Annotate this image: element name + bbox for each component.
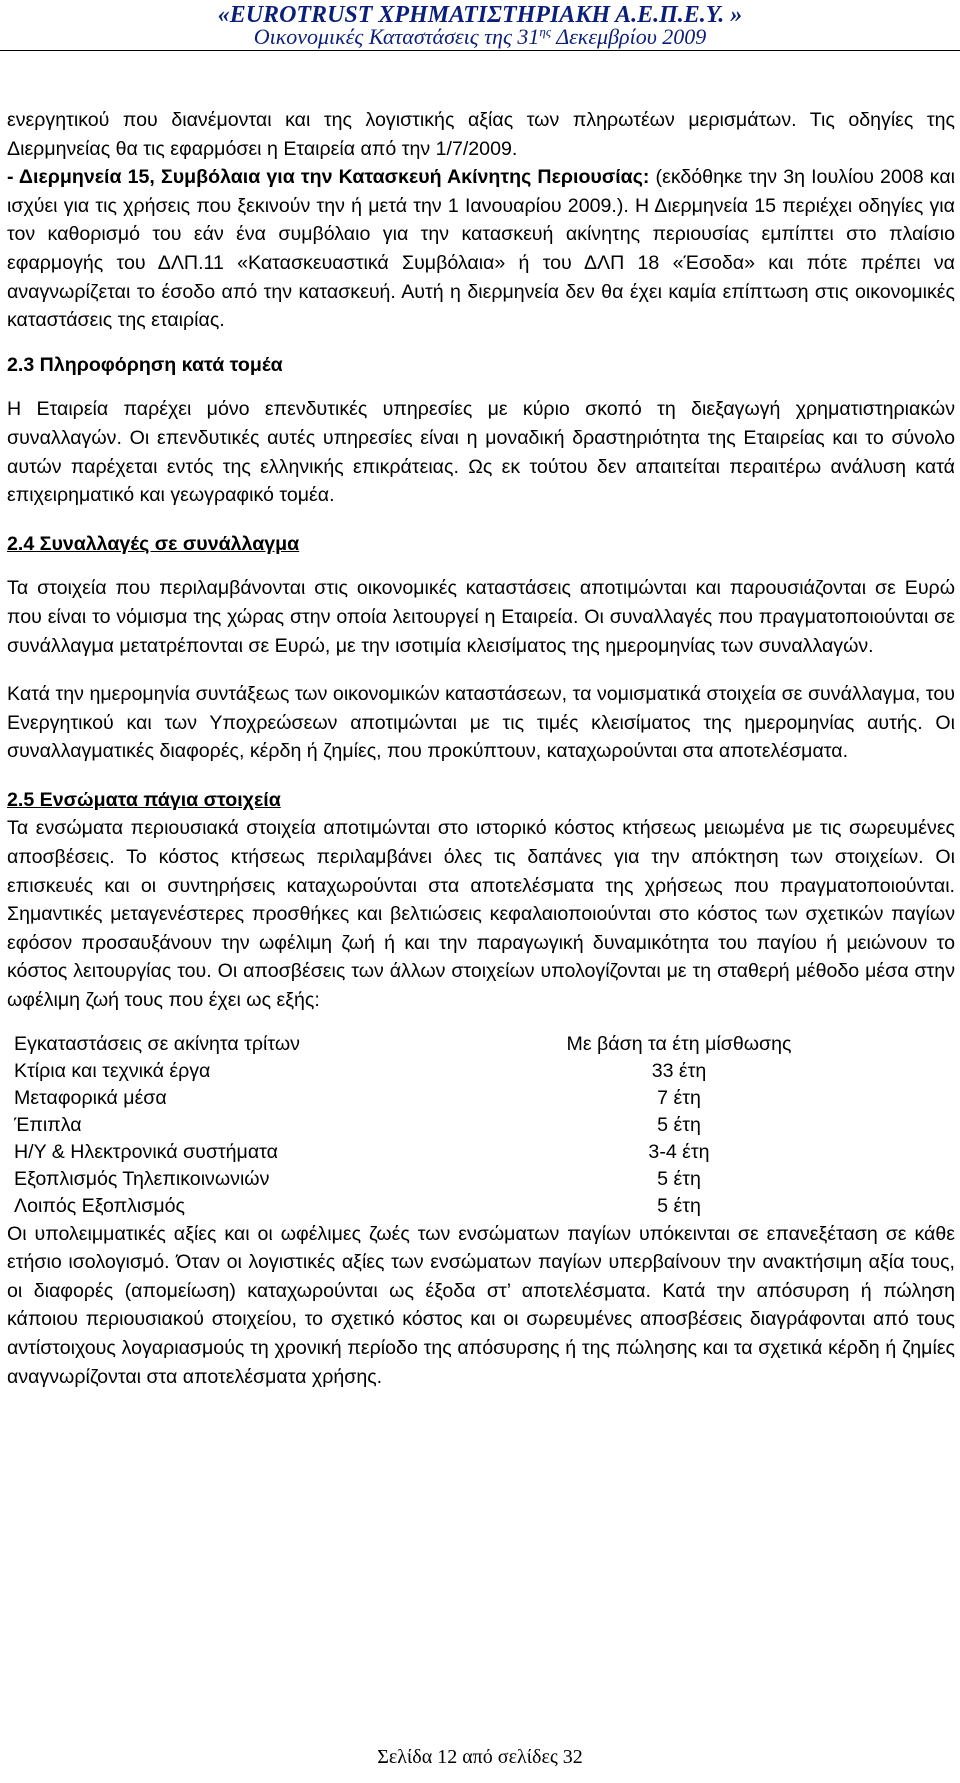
table-row: Εξοπλισμός Τηλεπικοινωνιών 5 έτη (14, 1167, 701, 1190)
table-row: Η/Υ & Ηλεκτρονικά συστήματα 3-4 έτη (14, 1140, 710, 1163)
table-row: Λοιπός Εξοπλισμός 5 έτη (14, 1194, 701, 1217)
table-row: Κτίρια και τεχνικά έργα 33 έτη (14, 1059, 707, 1082)
table-row: Έπιπλα 5 έτη (14, 1113, 701, 1136)
section-heading-2-5: 2.5 Ενσώματα πάγια στοιχεία (7, 788, 281, 811)
company-title: «EUROTRUST ΧΡΗΜΑΤΙΣΤΗΡΙΑΚΗ Α.Ε.Π.Ε.Υ. » (217, 2, 743, 28)
segment-paragraph: Η Εταιρεία παρέχει μόνο επενδυτικές υπηρεσίες με κύριο σκοπό τη διεξαγωγή χρηματιστηριακών συναλλαγών. Οι επενδυτικές αυτές υπηρεσίες είναι η μοναδική δραστηριότητα της Εταιρείας και το σύνολο αυτών παρέχεται εντός της ελληνικής επικράτειας. Ως εκ τούτου δεν απαιτείται περαιτέρω ανάλυση κατά επιχειρηματικό και γεωγραφικό τομέα. (7, 398, 955, 507)
intro-paragraph: ενεργητικού που διανέμονται και της λογιστικής αξίας των πληρωτέων μερισμάτων. Τις οδηγίες της Διερμηνείας θα τις εφαρμόσει η Εταιρεία από την 1/7/2009. - Διερμηνεία 15, Συμβόλαια για την Κατασκευή Ακίνητης Περιουσίας: (εκδόθηκε την 3η Ιουλίου 2008 και ισχύει για τις χρήσεις που ξεκινούν την ή μετά την 1 Ιανουαρίου 2009.). Η Διερμηνεία 15 περιέχει οδηγίες για τον καθορισμό του εάν ένα συμβόλαιο για την κατασκευή ακίνητης περιουσίας εμπίπτει στο πλαίσιο εφαρμογής του ΔΛΠ.11 «Κατασκευαστικά Συμβόλαια» ή του ΔΛΠ 18 «Έσοδα» και πότε πρέπει να αναγνωρίζεται το έσοδο από την κατασκευή. Αυτή η διερμηνεία δεν θα έχει καμία επίπτωση στις οικονομικές καταστάσεις της εταιρίας. (7, 109, 955, 332)
fx-paragraph-1: Τα στοιχεία που περιλαμβάνονται στις οικονομικές καταστάσεις αποτιμώνται και παρουσιάζονται σε Ευρώ που είναι το νόμισμα της χώρας στην οποία λειτουργεί η Εταιρεία. Οι συναλλαγές που πραγματοποιούνται σε συνάλλαγμα μετατρέπονται σε Ευρώ, με την ισοτιμία κλεισίματος της ημερομηνίας των συναλλαγών. (7, 577, 955, 657)
section-heading-2-4: 2.4 Συναλλαγές σε συνάλλαγμα (7, 532, 300, 555)
table-row: Εγκαταστάσεις σε ακίνητα τρίτων Με βάση τα έτη μίσθωσης (14, 1032, 792, 1055)
fixed-assets-paragraph-2: Οι υπολειμματικές αξίες και οι ωφέλιμες ζωές των ενσώματων παγίων υπόκεινται σε επανεξέταση σε κάθε ετήσιο ισολογισμό. Όταν οι λογιστικές αξίες των ενσώματων παγίων υπερβαίνουν την ανακτήσιμη αξία τους, οι διαφορές (απομείωση) καταχωρούνται ως έξοδα στ’ αποτελέσματα. Κατά την απόσυρση ή πώληση κάποιου περιουσιακού στοιχείου, το σχετικό κόστος και οι σωρευμένες αποσβέσεις διαγράφονται από τους αντίστοιχους λογαριασμούς τη χρονική περίοδο της απόσυρσης ή της πώλησης και τα σχετικά κέρδη ή ζημίες αναγνωρίζονται στα αποτελέσματα χρήσης. (7, 1222, 955, 1388)
useful-life-table (14, 1031, 844, 1220)
header-rule (0, 50, 960, 51)
page-number: Σελίδα 12 από σελίδες 32 (377, 1746, 583, 1768)
section-heading-2-3: 2.3 Πληροφόρηση κατά τομέα (7, 353, 283, 376)
interpretation-15-text: (εκδόθηκε την 3η Ιουλίου 2008 και ισχύει για τις χρήσεις που ξεκινούν την ή μετά την 1 Ιανουαρίου 2009.). Η Διερμηνεία 15 περιέχει οδηγίες για τον καθορισμό του εάν ένα συμβόλαιο για την κατασκευή ακίνητης περιουσίας εμπίπτει στο πλαίσιο εφαρμογής του ΔΛΠ.11 «Κατασκευαστικά Συμβόλαια» ή του ΔΛΠ 18 «Έσοδα» και πότε πρέπει να αναγνωρίζεται το έσοδο από την κατασκευή. Αυτή η διερμηνεία δεν θα έχει καμία επίπτωση στις οικονομικές καταστάσεις της εταιρίας. (7, 166, 955, 332)
statements-subtitle: Οικονομικές Καταστάσεις της $31^{\eta\varsigma}$ Δεκεμβρίου 2009 (253, 24, 707, 49)
fx-paragraph-2: Κατά την ημερομηνία συντάξεως των οικονομικών καταστάσεων, τα νομισματικά στοιχεία σε συνάλλαγμα, του Ενεργητικού και των Υποχρεώσεων αποτιμώνται με τις τιμές κλεισίματος της ημερομηνίας αυτής. Οι συναλλαγματικές διαφορές, κέρδη ή ζημίες, που προκύπτουν, καταχωρούνται στα αποτελέσματα. (7, 683, 955, 763)
interpretation-15-title: - Διερμηνεία 15, Συμβόλαια για την Κατασκευή Ακίνητης Περιουσίας: (7, 166, 650, 189)
table-row: Μεταφορικά μέσα 7 έτη (14, 1086, 701, 1109)
page-header (0, 0, 960, 48)
fixed-assets-paragraph-1: Τα ενσώματα περιουσιακά στοιχεία αποτιμώνται στο ιστορικό κόστος κτήσεως μειωμένα με τις σωρευμένες αποσβέσεις. Το κόστος κτήσεως περιλαμβάνει όλες τις δαπάνες για την απόκτηση των στοιχείων. Οι επισκευές και οι συντηρήσεις καταχωρούνται στα αποτελέσματα της χρήσεως που πραγματοποιούνται. Σημαντικές μεταγενέστερες προσθήκες και βελτιώσεις κεφαλαιοποιούνται στο κόστος των σχετικών παγίων εφόσον προσαυξάνουν την ωφέλιμη ζωή ή και την παραγωγική δυναμικότητα του παγίου ή μειώνουν το κόστος λειτουργίας του. Οι αποσβέσεις των άλλων στοιχείων υπολογίζονται με τη σταθερή μέθοδο μέσα στην ωφέλιμη ζωή τους που έχει ως εξής: (7, 817, 955, 1012)
document-body (0, 106, 955, 1391)
